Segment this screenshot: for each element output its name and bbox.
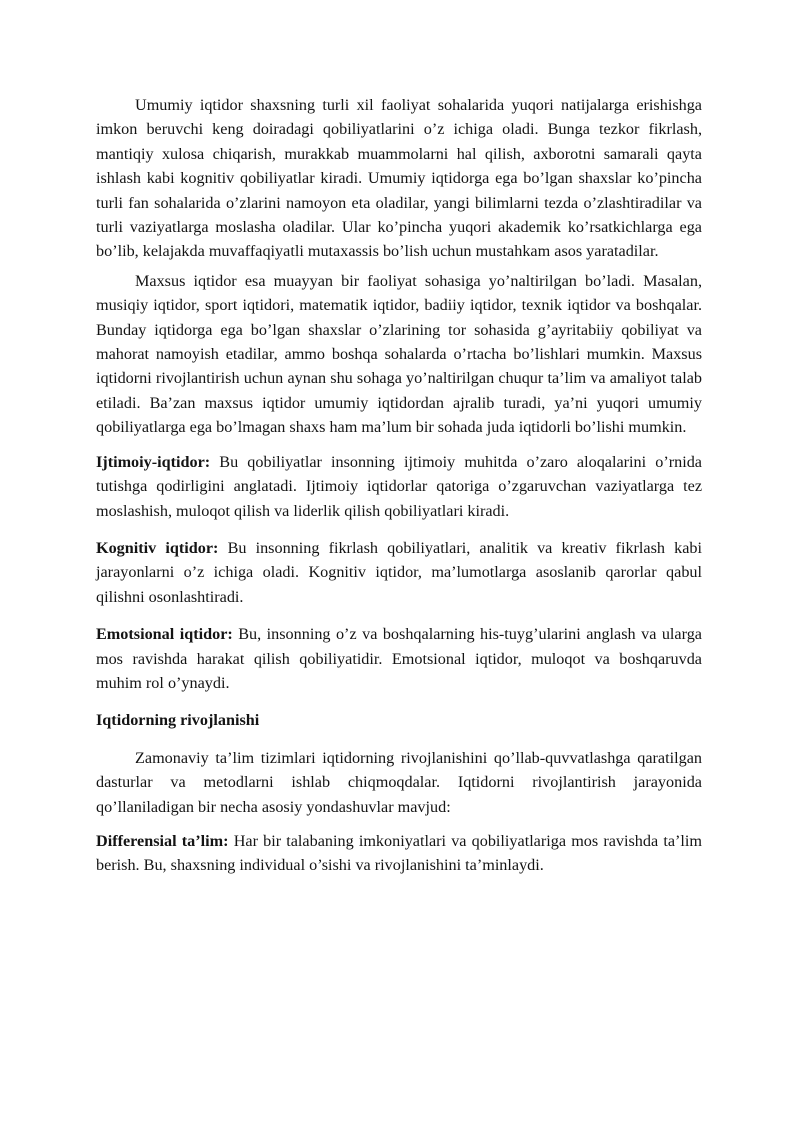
paragraph-emotsional-iqtidor [96, 622, 702, 695]
paragraph-ijtimoiy-iqtidor [96, 450, 702, 523]
paragraph-differensial-talim [96, 829, 702, 878]
section-heading: Iqtidorning rivojlanishi [96, 711, 260, 730]
definition-emotsional-iqtidor: Bu, insonning o’z va boshqalarning his-tuyg’ularini anglash va ularga mos ravishda harakat qilish qobiliyatidir. Emotsional iqtidor, muloqot va boshqaruvda muhim rol o’ynaydi. [96, 625, 702, 692]
definition-ijtimoiy-iqtidor: Bu qobiliyatlar insonning ijtimoiy muhitda o’zaro aloqalarini o’rnida tutishga qodirligini anglatadi. Ijtimoiy iqtidorlar qatoriga o’zgaruvchan vaziyatlarga tez moslashish, muloqot qilish va liderlik qilish qobiliyatlari kiradi. [96, 452, 702, 520]
document-page [96, 93, 702, 878]
term-kognitiv-iqtidor: Kognitiv iqtidor: [96, 538, 219, 557]
paragraph-umumiy-iqtidor: Umumiy iqtidor shaxsning turli xil faoliyat sohalarida yuqori natijalarga erishishga imkon beruvchi keng doiradagi qobiliyatlarini o’z ichiga oladi. Bunga tezkor fikrlash, mantiqiy xulosa chiqarish, murakkab muammolarni hal qilish, axborotni samarali qayta ishlash kabi kognitiv qobiliyatlar kiradi. Umumiy iqtidorga ega bo’lgan shaxslar ko’pincha turli fan sohalarida o’zlarini namoyon eta oladilar, yangi bilimlarni tezda o’zlashtiradilar va turli vaziyatlarga moslasha oladilar. Ular ko’pincha yuqori akademik ko’rsatkichlarga ega bo’lib, kelajakda muvaffaqiyatli mutaxassis bo’lish uchun mustahkam asos yaratadilar. [96, 96, 702, 261]
term-differensial-talim: Differensial ta’lim: [96, 831, 229, 850]
paragraph-zamonaviy-talim: Zamonaviy ta’lim tizimlari iqtidorning rivojlanishini qo’llab-quvvatlashga qaratilgan dasturlar va metodlarni ishlab chiqmoqdalar. Iqtidorni rivojlantirish jarayonida qo’llaniladigan bir necha asosiy yondashuvlar mavjud: [96, 748, 702, 816]
definition-differensial-talim: Har bir talabaning imkoniyatlari va qobiliyatlariga mos ravishda ta’lim berish. Bu, shaxsning individual o’sishi va rivojlanishini ta’minlaydi. [96, 831, 702, 875]
paragraph-maxsus-iqtidor: Maxsus iqtidor esa muayyan bir faoliyat sohasiga yo’naltirilgan bo’ladi. Masalan, musiqiy iqtidor, sport iqtidori, matematik iqtidor, badiiy iqtidor, texnik iqtidor va boshqalar. Bunday iqtidorga ega bo’lgan shaxslar o’zlarining tor sohasida g’ayritabiiy qobiliyat va mahorat namoyish etadilar, ammo boshqa sohalarda o’rtacha bo’lishlari mumkin. Maxsus iqtidorni rivojlantirish uchun aynan shu sohaga yo’naltirilgan chuqur ta’lim va amaliyot talab etiladi. Ba’zan maxsus iqtidor umumiy iqtidordan ajralib turadi, ya’ni yuqori umumiy qobiliyatlarga ega bo’lmagan shaxs ham ma’lum bir sohada juda iqtidorli bo’lishi mumkin. [96, 271, 702, 437]
term-ijtimoiy-iqtidor: Ijtimoiy-iqtidor: [96, 452, 211, 471]
definition-kognitiv-iqtidor: Bu insonning fikrlash qobiliyatlari, analitik va kreativ fikrlash kabi jarayonlarni o’z ichiga oladi. Kognitiv iqtidor, ma’lumotlarga asoslanib qarorlar qabul qilishni osonlashtiradi. [96, 538, 702, 606]
paragraph-kognitiv-iqtidor [96, 536, 702, 609]
term-emotsional-iqtidor: Emotsional iqtidor: [96, 625, 233, 644]
